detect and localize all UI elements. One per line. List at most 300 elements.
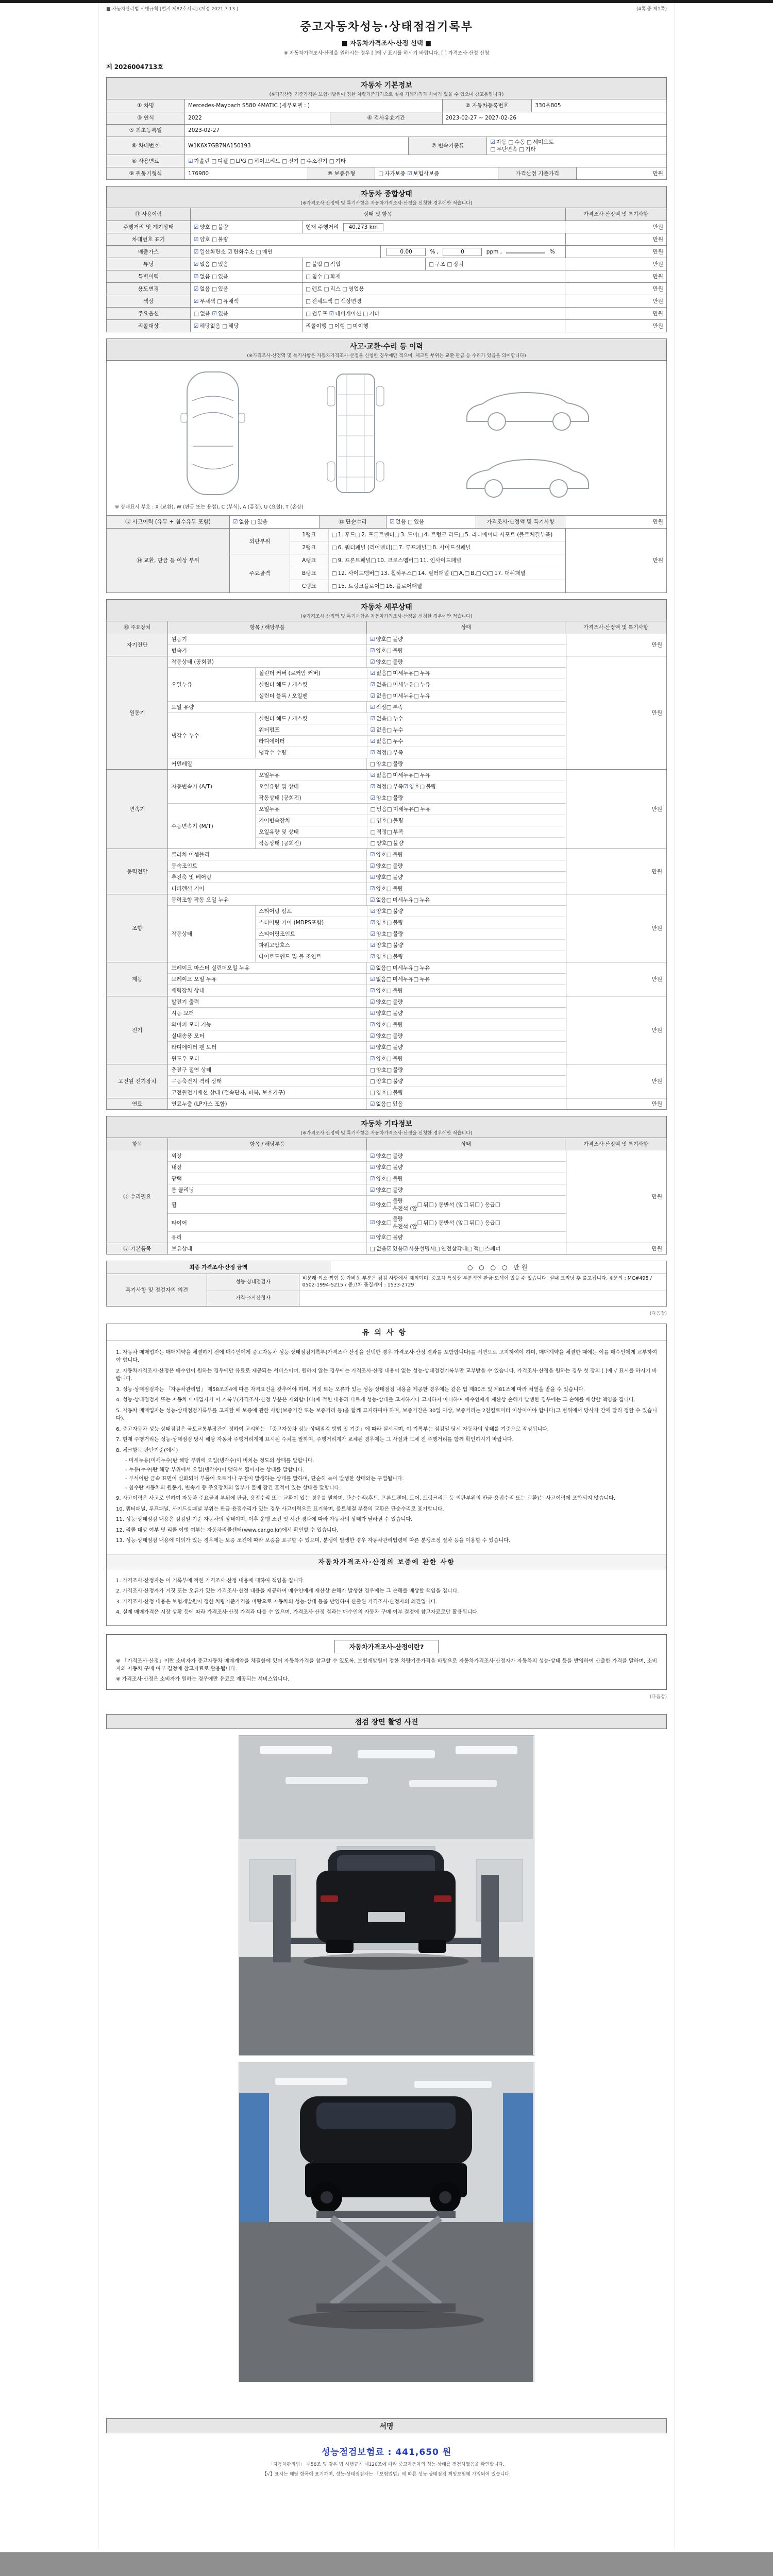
- checkbox-icon[interactable]: □: [306, 285, 311, 292]
- checkbox-checked-icon[interactable]: ☑: [369, 885, 375, 892]
- checkbox-icon[interactable]: □: [411, 570, 417, 577]
- price-cell: 만원: [565, 221, 666, 233]
- checkbox-icon[interactable]: □: [386, 976, 392, 982]
- checkbox-icon[interactable]: □: [463, 1201, 468, 1208]
- checkbox-checked-icon[interactable]: ☑: [369, 976, 375, 982]
- signature-line-2: 【√】표시는 해당 항목에 표기하며, 성능·상태점검자는 「보험업법」에 따른 성능·상태점검 책임보험에 가입되어 있습니다.: [262, 2472, 511, 2478]
- device-name: 원동기: [107, 656, 168, 769]
- checkbox-icon[interactable]: □: [378, 170, 384, 177]
- checkbox-icon[interactable]: □: [386, 930, 392, 937]
- checkbox-checked-icon[interactable]: ☑: [369, 636, 375, 642]
- appraiser-role-label: 가격·조사산정자: [207, 1291, 299, 1306]
- item-state: □ 양호 □ 불량: [369, 1066, 404, 1074]
- item-row: [168, 1075, 565, 1087]
- checkbox-icon[interactable]: □: [331, 583, 337, 590]
- checkbox-icon[interactable]: □: [334, 298, 340, 304]
- checkbox-icon[interactable]: □: [386, 794, 392, 801]
- checkbox-icon[interactable]: □: [370, 806, 376, 812]
- checkbox-icon[interactable]: □: [386, 828, 392, 835]
- item-row: [168, 1213, 565, 1231]
- checkbox-icon[interactable]: □: [464, 570, 470, 577]
- checkbox-icon[interactable]: □: [426, 545, 432, 551]
- checkbox-checked-icon[interactable]: ☑: [369, 1153, 375, 1159]
- notice-item: 1. 가격조사·산정자는 이 기록부에 적힌 가격조사·산정 내용에 대하여 책임을 집니다.: [116, 1578, 305, 1584]
- field-label: ⑭ 교환, 판금 등 이상 부위: [107, 528, 230, 592]
- device-group: [107, 962, 666, 996]
- checkbox-icon[interactable]: □: [379, 583, 385, 590]
- checkbox-icon[interactable]: □: [369, 760, 375, 767]
- checkbox-icon[interactable]: □: [306, 273, 311, 280]
- value-cell: □ 썬루프 ☑ 네비게이션 □ 기타: [303, 307, 565, 319]
- part-state: ☑ 양호 □ 불량: [370, 930, 404, 938]
- checkbox-checked-icon[interactable]: ☑: [369, 1219, 375, 1226]
- checkbox-icon[interactable]: □: [417, 532, 423, 538]
- checkbox-checked-icon[interactable]: ☑: [370, 783, 375, 790]
- checkbox-icon[interactable]: □: [331, 557, 337, 564]
- checkbox-icon[interactable]: □: [508, 139, 514, 145]
- item-row: [168, 701, 565, 713]
- item-label: 작동상태 (공회전): [168, 656, 367, 667]
- checkbox-icon[interactable]: □: [300, 158, 306, 164]
- checkbox-icon[interactable]: □: [211, 158, 217, 164]
- checkbox-icon[interactable]: □: [417, 1201, 423, 1208]
- part-state: □ 없음 □ 미세누유 □ 누유: [370, 806, 431, 813]
- checkbox-icon[interactable]: □: [413, 557, 419, 564]
- checkbox-checked-icon[interactable]: ☑: [369, 1201, 375, 1208]
- checkbox-checked-icon[interactable]: ☑: [369, 1055, 375, 1062]
- value-cell: ☑ 일산화탄소 ☑ 탄화수소 □ 매연: [191, 245, 381, 258]
- checkbox-icon[interactable]: □: [386, 1078, 392, 1084]
- checkbox-checked-icon[interactable]: ☑: [329, 310, 334, 317]
- checkbox-icon[interactable]: □: [392, 545, 398, 551]
- checkbox-checked-icon[interactable]: ☑: [370, 942, 375, 948]
- checkbox-icon[interactable]: □: [386, 1032, 392, 1039]
- checkbox-checked-icon[interactable]: ☑: [370, 738, 375, 744]
- part-row: [256, 690, 565, 701]
- checkbox-icon[interactable]: □: [248, 158, 254, 164]
- checkbox-icon[interactable]: □: [459, 532, 464, 538]
- checkbox-icon[interactable]: □: [495, 1201, 500, 1208]
- checkbox-icon[interactable]: □: [386, 806, 392, 812]
- section-basic-title: 자동차 기본정보: [361, 81, 412, 90]
- field-label: 가격조사·산정액 및 특기사항: [476, 516, 566, 528]
- checkbox-icon[interactable]: □: [386, 1201, 392, 1208]
- price-cell: 만원: [577, 167, 666, 179]
- checkbox-icon[interactable]: □: [428, 1219, 434, 1226]
- checkbox-icon[interactable]: □: [413, 681, 419, 688]
- checkbox-icon[interactable]: □: [386, 749, 392, 756]
- rank-label: A랭크: [290, 554, 329, 567]
- notice-item: - 미세누유(미세누수)란 해당 부위에 오일(냉각수)이 비치는 정도의 상태를 말합니다.: [125, 1458, 314, 1464]
- panel-rank-row: [290, 541, 565, 554]
- checkbox-icon[interactable]: □: [346, 323, 352, 329]
- checkbox-icon[interactable]: □: [250, 519, 256, 526]
- part-label: 오일유량 및 상태: [256, 781, 367, 792]
- checkbox-icon[interactable]: □: [386, 738, 392, 744]
- checkbox-checked-icon[interactable]: ☑: [370, 953, 375, 960]
- checkbox-icon[interactable]: □: [386, 998, 392, 1005]
- checkbox-icon[interactable]: □: [256, 248, 261, 255]
- checkbox-checked-icon[interactable]: ☑: [370, 908, 375, 914]
- checkbox-icon[interactable]: □: [386, 840, 392, 846]
- checkbox-icon[interactable]: □: [428, 261, 434, 267]
- checkbox-icon[interactable]: □: [386, 783, 392, 790]
- part-state: ☑ 없음 □ 누수: [370, 738, 404, 745]
- panel-group: [230, 554, 565, 592]
- price-survey-select-note[interactable]: ※ 자동차가격조사·산정을 원하시는 경우 [ ]에 √ 표시를 하시기 바랍니다. [ ] 가격조사·산정 신청: [283, 50, 490, 56]
- checkbox-icon[interactable]: □: [369, 1078, 375, 1084]
- field-label: ⑮ 주요장치: [107, 621, 168, 634]
- checkbox-icon[interactable]: □: [475, 1201, 480, 1208]
- notice-item: - 부식이란 금속 표면이 산화되어 부풀어 오르거나 구멍이 발생하는 상태를 말하며, 단순히 녹이 발생한 상태와는 구별됩니다.: [125, 1476, 404, 1482]
- checkbox-checked-icon[interactable]: ☑: [188, 158, 193, 164]
- signature-header: [106, 2418, 667, 2433]
- checkbox-icon[interactable]: □: [386, 636, 392, 642]
- checkbox-icon[interactable]: □: [193, 310, 199, 317]
- checkbox-checked-icon[interactable]: ☑: [369, 1234, 375, 1241]
- notices-list: [107, 1341, 666, 1554]
- checkbox-checked-icon[interactable]: ☑: [370, 930, 375, 937]
- checkbox-checked-icon[interactable]: ☑: [369, 998, 375, 1005]
- checkbox-checked-icon[interactable]: ☑: [193, 298, 199, 304]
- checkbox-checked-icon[interactable]: ☑: [369, 987, 375, 994]
- checkbox-icon[interactable]: □: [369, 1245, 375, 1252]
- panel-items: □ 9. 프론트패널 □ 10. 크로스멤버 □ 11. 인사이드패널: [331, 557, 462, 564]
- item-label: 오일 유량: [168, 702, 367, 713]
- checkbox-icon[interactable]: □: [282, 158, 288, 164]
- checkbox-checked-icon[interactable]: ☑: [193, 285, 199, 292]
- checkbox-icon[interactable]: □: [386, 964, 392, 971]
- checkbox-checked-icon[interactable]: ☑: [407, 170, 412, 177]
- checkbox-icon[interactable]: □: [229, 158, 235, 164]
- checkbox-icon[interactable]: □: [386, 1100, 392, 1107]
- photos-header: [106, 1714, 667, 1729]
- checkbox-icon[interactable]: □: [331, 532, 337, 538]
- checkbox-icon[interactable]: □: [386, 1044, 392, 1050]
- field-label: 주요옵션: [107, 307, 191, 319]
- item-state: ☑ 양호 □ 불량: [369, 987, 403, 994]
- item-label: 변속기: [168, 645, 367, 656]
- checkbox-checked-icon[interactable]: ☑: [369, 704, 375, 710]
- checkbox-checked-icon[interactable]: ☑: [386, 1245, 392, 1252]
- field-label: ① 차명: [107, 99, 185, 112]
- checkbox-icon[interactable]: □: [386, 692, 392, 699]
- item-state: □ 양호 □ 불량: [369, 760, 404, 768]
- checkbox-icon[interactable]: □: [386, 874, 392, 880]
- checkbox-checked-icon[interactable]: ☑: [369, 1187, 375, 1193]
- checkbox-icon[interactable]: □: [369, 1089, 375, 1096]
- checkbox-icon[interactable]: □: [414, 806, 419, 812]
- part-row: [256, 917, 565, 928]
- checkbox-icon[interactable]: □: [447, 261, 452, 267]
- item-state: ☑ 양호 □ 불량: [369, 1234, 403, 1241]
- checkbox-icon[interactable]: □: [331, 545, 337, 551]
- checkbox-icon[interactable]: □: [386, 1089, 392, 1096]
- checkbox-icon[interactable]: □: [211, 273, 217, 280]
- checkbox-icon[interactable]: □: [413, 772, 419, 778]
- checkbox-icon[interactable]: □: [329, 158, 334, 164]
- checkbox-icon[interactable]: □: [363, 310, 368, 317]
- checkbox-icon[interactable]: □: [355, 532, 361, 538]
- checkbox-icon[interactable]: □: [394, 532, 400, 538]
- checkbox-icon[interactable]: □: [419, 783, 425, 790]
- checkbox-icon[interactable]: □: [490, 146, 496, 153]
- checkbox-checked-icon[interactable]: ☑: [369, 1032, 375, 1039]
- part-label: 스티어링조인트: [256, 928, 367, 939]
- checkbox-icon[interactable]: □: [306, 310, 311, 317]
- checkbox-icon[interactable]: □: [408, 519, 413, 526]
- part-state: □ 양호 □ 불량: [370, 840, 404, 847]
- checkbox-checked-icon[interactable]: ☑: [370, 749, 375, 756]
- checkbox-icon[interactable]: □: [386, 1153, 392, 1159]
- checkbox-checked-icon[interactable]: ☑: [403, 783, 408, 790]
- checkbox-icon[interactable]: □: [467, 1245, 473, 1252]
- checkbox-icon[interactable]: □: [386, 681, 392, 688]
- part-state: ☑ 양호 □ 불량: [370, 919, 404, 926]
- item-row: [168, 1150, 565, 1161]
- guarantee-title: 자동차가격조사·산정의 보증에 관한 사항: [107, 1554, 666, 1569]
- value-cell: □ 불법 □ 적법: [303, 258, 426, 270]
- form-reference: ■ 자동차관리법 시행규칙 [별지 제82호서식] (개정 2021.7.13.): [106, 7, 239, 12]
- checkbox-checked-icon[interactable]: ☑: [369, 658, 375, 665]
- table-row: [107, 112, 666, 124]
- checkbox-checked-icon[interactable]: ☑: [490, 139, 495, 145]
- checkbox-icon[interactable]: □: [495, 1219, 500, 1226]
- checkbox-icon[interactable]: □: [386, 862, 392, 869]
- checkbox-checked-icon[interactable]: ☑: [369, 862, 375, 869]
- checkbox-icon[interactable]: □: [386, 647, 392, 654]
- table-row: [107, 245, 666, 258]
- panel-items: □ 1. 후드 □ 2. 프론트펜더 □ 3. 도어 □ 4. 트렁크 리드 □ 5. 라디에이터 서포트 (볼트체결부품): [331, 532, 553, 538]
- table-header-row: [107, 621, 666, 634]
- checkbox-icon[interactable]: □: [386, 1055, 392, 1062]
- checkbox-checked-icon[interactable]: ☑: [369, 647, 375, 654]
- final-price-value: ○ ○ ○ ○ 만원: [467, 1264, 530, 1272]
- field-label: ⑬ 단순수리: [320, 516, 386, 528]
- part-state: ☑ 적정 □ 부족 ☑ 양호 □ 불량: [370, 783, 436, 790]
- checkbox-icon[interactable]: □: [386, 670, 392, 676]
- checkbox-icon[interactable]: □: [217, 298, 223, 304]
- value-cell: □ 자가보증 ☑ 보험사보증: [375, 167, 498, 179]
- table-row: [107, 258, 666, 270]
- checkbox-checked-icon[interactable]: ☑: [370, 715, 375, 722]
- field-label: 상태 및 항목: [191, 208, 566, 221]
- checkbox-icon[interactable]: □: [342, 285, 348, 292]
- checkbox-icon[interactable]: □: [331, 570, 337, 577]
- checkbox-icon[interactable]: □: [386, 908, 392, 914]
- checkbox-icon[interactable]: □: [428, 1201, 434, 1208]
- checkbox-icon[interactable]: □: [324, 273, 329, 280]
- item-row: [168, 962, 565, 973]
- price-cell: 만원: [566, 996, 666, 1064]
- checkbox-icon[interactable]: □: [211, 236, 217, 243]
- checkbox-icon[interactable]: □: [463, 1219, 468, 1226]
- checkbox-icon[interactable]: □: [386, 896, 392, 903]
- checkbox-icon[interactable]: □: [386, 1066, 392, 1073]
- checkbox-icon[interactable]: □: [386, 1164, 392, 1171]
- value-cell: 330울805: [535, 102, 561, 109]
- checkbox-checked-icon[interactable]: ☑: [193, 323, 199, 329]
- checkbox-checked-icon[interactable]: ☑: [232, 519, 238, 526]
- checkbox-checked-icon[interactable]: ☑: [369, 964, 375, 971]
- part-label: 타이로드엔드 및 볼 조인트: [256, 951, 367, 962]
- checkbox-checked-icon[interactable]: ☑: [370, 692, 375, 699]
- field-label: ② 자동차등록번호: [443, 99, 532, 112]
- checkbox-checked-icon[interactable]: ☑: [369, 1010, 375, 1016]
- notice-item: - 침수란 자동차의 원동기, 변속기 등 주요장치의 일부가 물에 잠긴 흔적이 있는 상태를 말합니다.: [125, 1485, 341, 1491]
- overall-condition-table: [106, 208, 667, 332]
- item-label: 동력조향 작동 오일 누유: [168, 894, 367, 905]
- checkbox-checked-icon[interactable]: ☑: [402, 1245, 408, 1252]
- checkbox-icon[interactable]: □: [369, 1066, 375, 1073]
- price-cell: 만원: [566, 245, 666, 258]
- blue-panel-right: [503, 2093, 533, 2222]
- section-accident-header: [106, 338, 667, 361]
- checkbox-checked-icon[interactable]: ☑: [370, 670, 375, 676]
- checkbox-icon[interactable]: □: [527, 139, 532, 145]
- checkbox-checked-icon[interactable]: ☑: [227, 248, 232, 255]
- value-box: [506, 252, 545, 253]
- checkbox-icon[interactable]: □: [386, 953, 392, 960]
- checkbox-icon[interactable]: □: [413, 670, 419, 676]
- checkbox-icon[interactable]: □: [386, 1187, 392, 1193]
- price-cell: 만원: [566, 528, 666, 592]
- price-cell: 만원: [566, 1150, 666, 1243]
- checkbox-icon[interactable]: □: [306, 261, 311, 267]
- item-label: 실내송풍 모터: [168, 1030, 367, 1041]
- field-label: 가격조사·산정액 및 특기사항: [565, 621, 666, 634]
- checkbox-icon[interactable]: □: [386, 885, 392, 892]
- checkbox-checked-icon[interactable]: ☑: [193, 236, 199, 243]
- checkbox-icon[interactable]: □: [435, 1245, 440, 1252]
- panel-group: [230, 529, 565, 554]
- basic-info-table: [106, 99, 667, 180]
- part-row: [256, 770, 565, 781]
- checkbox-checked-icon[interactable]: ☑: [370, 681, 375, 688]
- checkbox-icon[interactable]: □: [386, 715, 392, 722]
- part-row: [256, 713, 565, 724]
- checkbox-icon[interactable]: □: [386, 919, 392, 926]
- checkbox-checked-icon[interactable]: ☑: [370, 726, 375, 733]
- checkbox-checked-icon[interactable]: ☑: [369, 1100, 375, 1107]
- checkbox-icon[interactable]: □: [211, 285, 217, 292]
- checkbox-checked-icon[interactable]: ☑: [193, 273, 199, 280]
- checkbox-icon[interactable]: □: [371, 557, 376, 564]
- item-state: ☑ 양호 □ 불량: [369, 636, 403, 643]
- checkbox-checked-icon[interactable]: ☑: [369, 851, 375, 858]
- checkbox-icon[interactable]: □: [386, 772, 392, 778]
- workshop-floor: [239, 1957, 533, 2055]
- checkbox-checked-icon[interactable]: ☑: [370, 772, 375, 778]
- checkbox-checked-icon[interactable]: ☑: [369, 1164, 375, 1171]
- checkbox-icon[interactable]: □: [386, 1010, 392, 1016]
- checkbox-icon[interactable]: □: [386, 942, 392, 948]
- checkbox-icon[interactable]: □: [211, 261, 217, 267]
- checkbox-icon[interactable]: □: [328, 323, 333, 329]
- inspection-premium: 성능점검보험료 : 441,650 원: [321, 2447, 452, 2458]
- checkbox-checked-icon[interactable]: ☑: [212, 310, 217, 317]
- checkbox-icon[interactable]: □: [306, 298, 311, 304]
- checkbox-checked-icon[interactable]: ☑: [389, 519, 395, 526]
- device-name: 동력전달: [107, 849, 168, 894]
- checkbox-checked-icon[interactable]: ☑: [193, 224, 199, 230]
- device-name: 조향: [107, 894, 168, 962]
- checkbox-checked-icon[interactable]: ☑: [193, 261, 199, 267]
- checkbox-checked-icon[interactable]: ☑: [369, 1021, 375, 1028]
- checkbox-icon[interactable]: □: [370, 828, 376, 835]
- checkbox-checked-icon[interactable]: ☑: [369, 896, 375, 903]
- checkbox-icon[interactable]: □: [211, 224, 217, 230]
- item-row: [168, 713, 565, 758]
- checkbox-checked-icon[interactable]: ☑: [369, 874, 375, 880]
- checkbox-icon[interactable]: □: [386, 987, 392, 994]
- checkbox-icon[interactable]: □: [386, 726, 392, 733]
- checkbox-checked-icon[interactable]: ☑: [369, 1175, 375, 1182]
- notice-item: 5. 자동차 매매업자는 성능·상태점검기록부를 고지할 때 보증에 관한 사항(보증기간 또는 보증거리 등)을 함께 고지하여야 하며, 보증기간은 30일 이상, 보증거리는 2천킬로미터 이상이어야 합니다(그 범위에서 당사자 간에 달리 정할 수 있습니다).: [116, 1408, 657, 1422]
- checkbox-icon[interactable]: □: [519, 146, 525, 153]
- checkbox-icon[interactable]: □: [386, 658, 392, 665]
- checkbox-icon[interactable]: □: [417, 1219, 423, 1226]
- checkbox-icon[interactable]: □: [370, 817, 376, 824]
- checkbox-icon[interactable]: □: [386, 1219, 392, 1226]
- checkbox-icon[interactable]: □: [413, 896, 419, 903]
- checkbox-icon[interactable]: □: [324, 285, 329, 292]
- checkbox-checked-icon[interactable]: ☑: [193, 248, 199, 255]
- checkbox-icon[interactable]: □: [386, 704, 392, 710]
- panel-rank-row: [290, 567, 565, 580]
- checkbox-icon[interactable]: □: [374, 570, 380, 577]
- item-row: [168, 871, 565, 883]
- field-label: ⑫ 사고이력 (유무 + 침수유무 포함): [107, 516, 230, 528]
- checkbox-checked-icon[interactable]: ☑: [369, 1044, 375, 1050]
- field-label: 상태: [367, 1138, 566, 1150]
- checkbox-icon[interactable]: □: [386, 1234, 392, 1241]
- checkbox-icon[interactable]: □: [386, 760, 392, 767]
- notice-item: 4. 성능·상태점검자 또는 자동차 매매업자가 이 기록부(가격조사·산정 부분은 제외합니다)에 적힌 내용과 다르게 성능·상태를 고지하거나 고지하지 아니하여 매수인에게 재산상 손해가 발생한 경우에는 그 손해를 배상할 책임을 집니다.: [116, 1397, 635, 1403]
- item-label: 광택: [168, 1173, 367, 1184]
- part-row: [256, 679, 565, 690]
- checkbox-checked-icon[interactable]: ☑: [370, 919, 375, 926]
- checkbox-icon[interactable]: □: [324, 261, 329, 267]
- checkbox-icon[interactable]: □: [452, 570, 458, 577]
- item-row: [168, 1098, 565, 1109]
- checkbox-icon[interactable]: □: [413, 692, 419, 699]
- checkbox-icon[interactable]: □: [222, 323, 228, 329]
- checkbox-icon[interactable]: □: [386, 1021, 392, 1028]
- checkbox-icon[interactable]: □: [475, 1219, 480, 1226]
- part-state: ☑ 없음 □ 미세누유 □ 누유: [370, 772, 431, 779]
- pricing-definition-note: ※ 가격조사·산정은 소비자가 원하는 경우에만 유료로 제공되는 서비스입니다.: [116, 1676, 290, 1682]
- checkbox-icon[interactable]: □: [478, 1245, 484, 1252]
- checkbox-icon[interactable]: □: [370, 840, 376, 846]
- checkbox-icon[interactable]: □: [476, 570, 481, 577]
- item-label: 냉각수 누수: [168, 713, 256, 758]
- checkbox-checked-icon[interactable]: ☑: [370, 794, 375, 801]
- device-group: [107, 849, 666, 894]
- checkbox-icon[interactable]: □: [386, 817, 392, 824]
- item-row: [168, 645, 565, 656]
- checkbox-icon[interactable]: □: [386, 851, 392, 858]
- section-basic-header: [106, 77, 667, 99]
- value-cell: Mercedes-Maybach S580 4MATIC (세부모델 : ): [185, 99, 443, 112]
- checkbox-icon[interactable]: □: [386, 1175, 392, 1182]
- checkbox-icon[interactable]: □: [413, 964, 419, 971]
- price-cell: 만원: [566, 1064, 666, 1098]
- lift-post-left: [273, 1875, 291, 1962]
- checkbox-icon[interactable]: □: [488, 570, 494, 577]
- field-label: ⑤ 최초등록일: [107, 124, 185, 137]
- checkbox-icon[interactable]: □: [413, 976, 419, 982]
